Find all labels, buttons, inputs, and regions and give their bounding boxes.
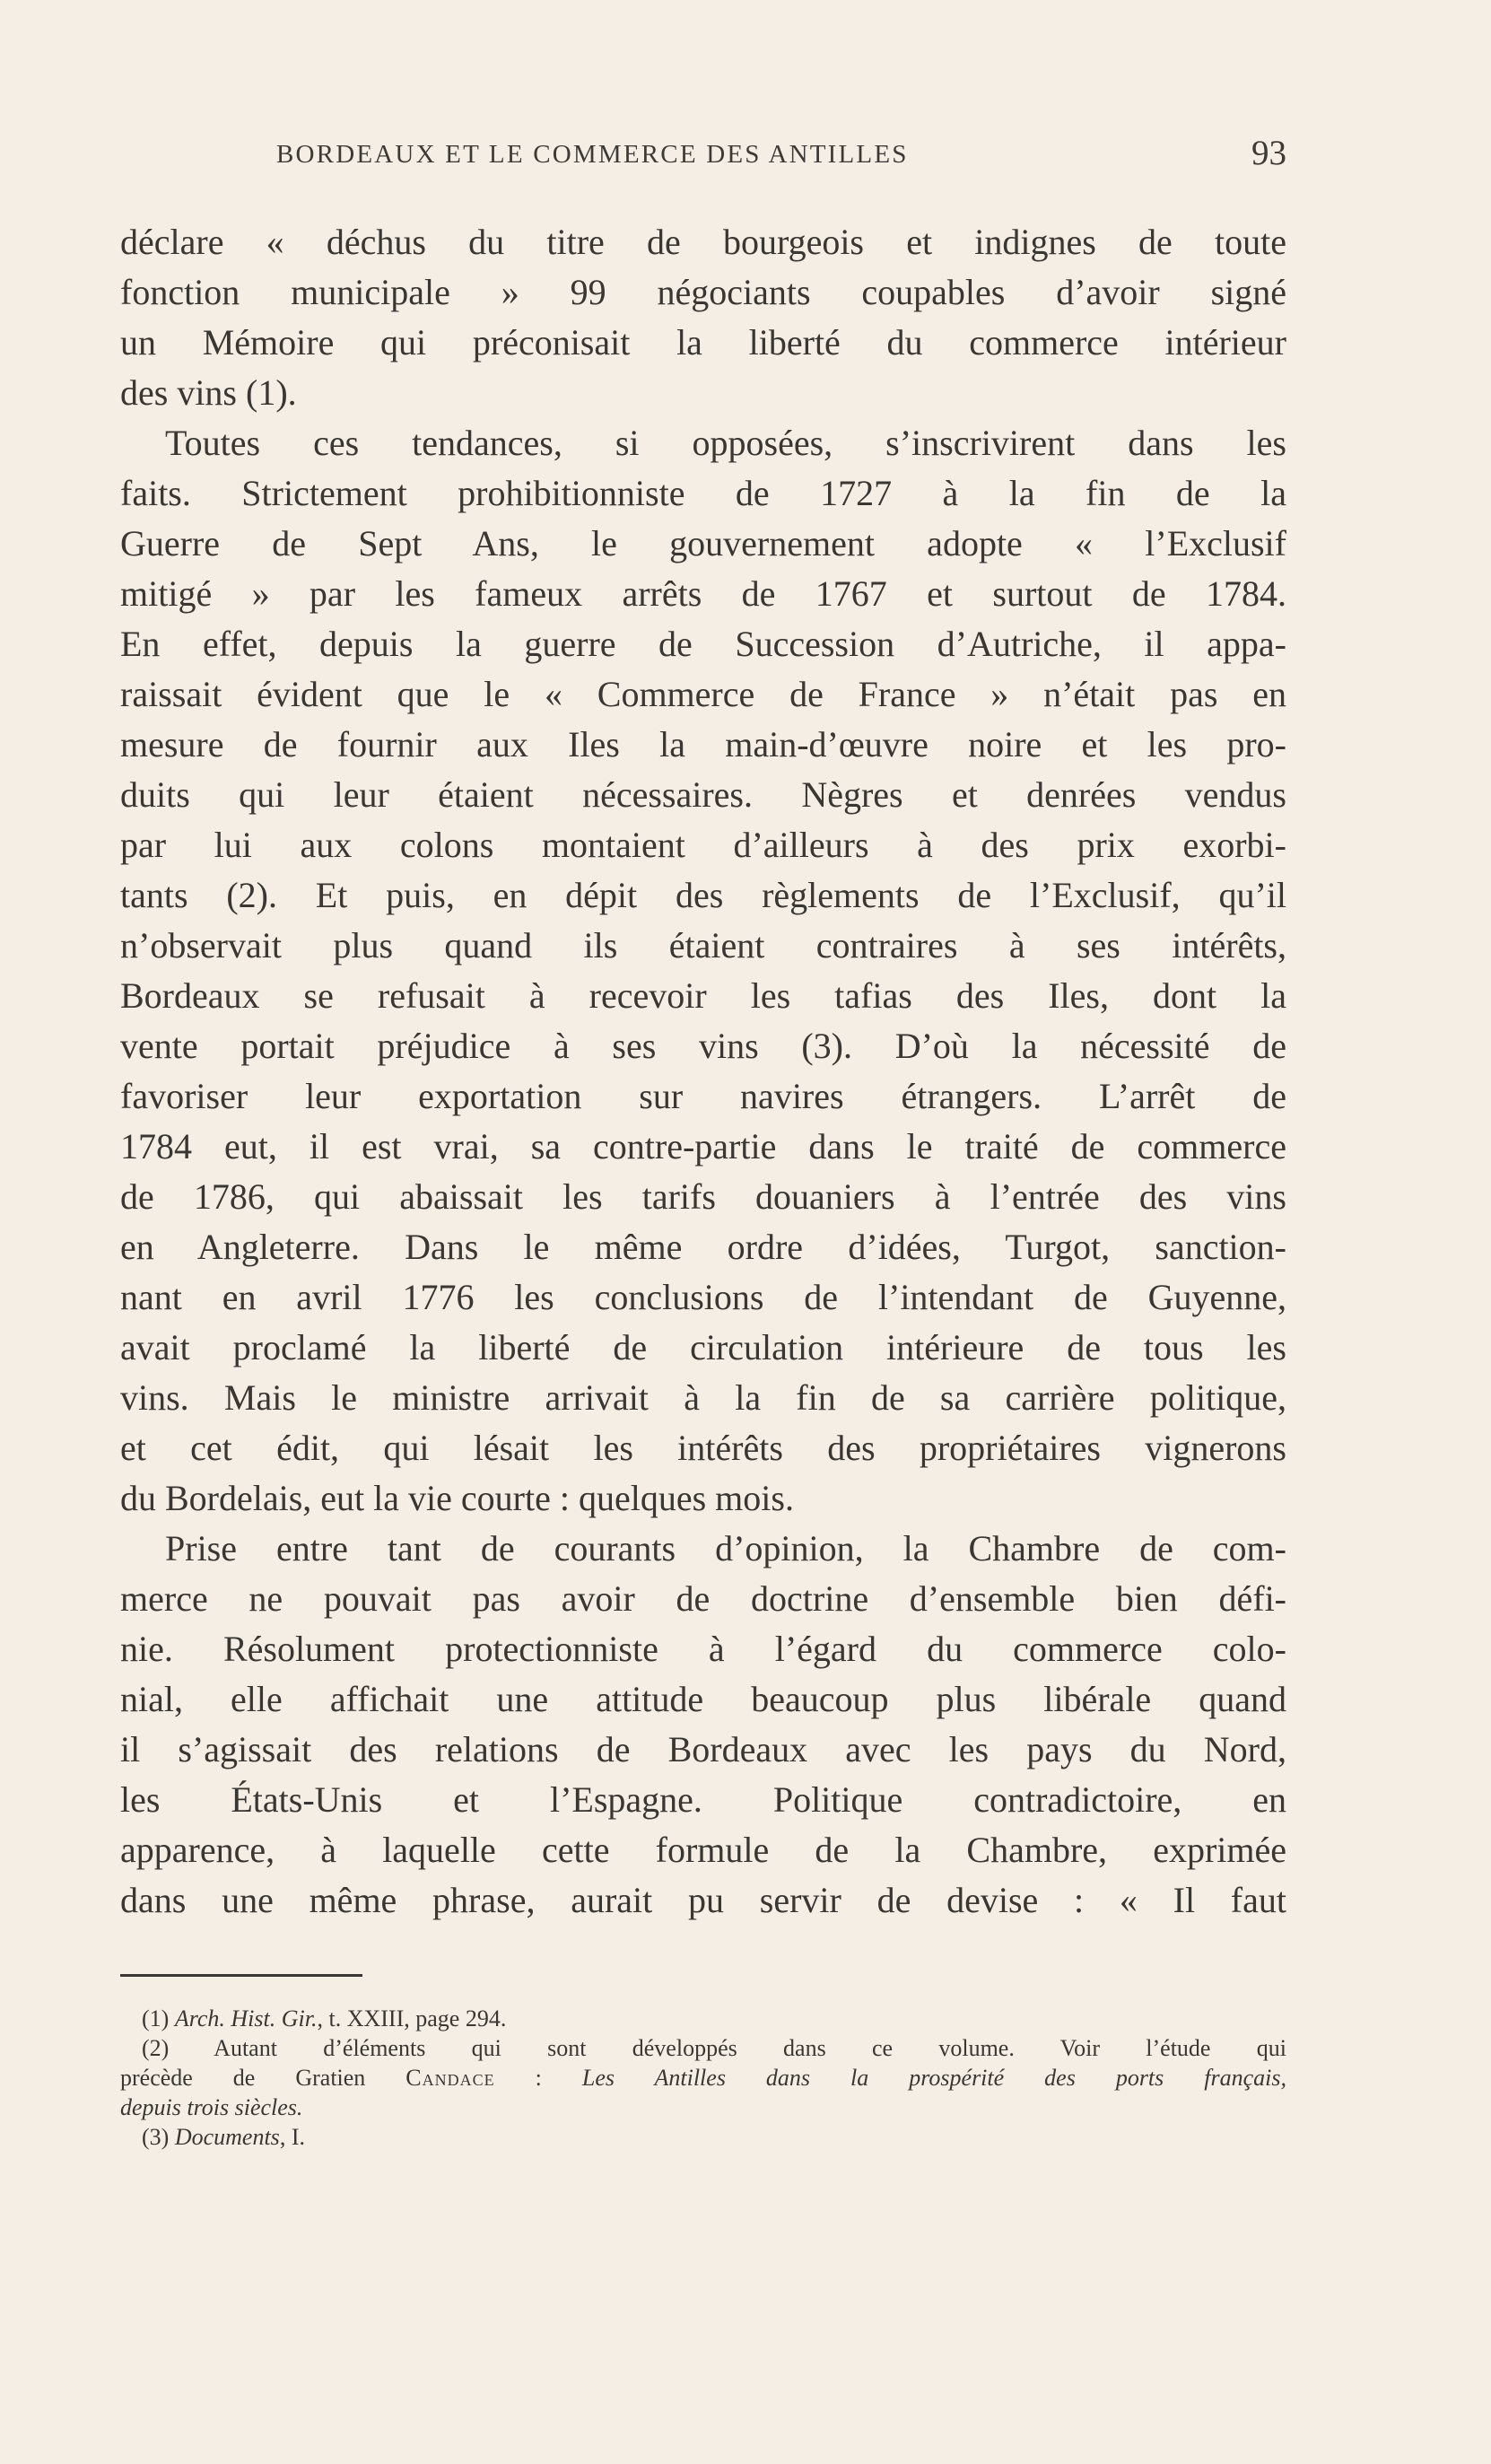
text-line: mesure de fournir aux Iles la main-d’œuvre noire et les pro- — [120, 724, 1286, 765]
text-line: mitigé » par les fameux arrêts de 1767 et surtout de 1784. — [120, 573, 1286, 614]
footnote-2-line: (2) Autant d’éléments qui sont développés dans ce volume. Voir l’étude qui — [142, 2035, 1286, 2061]
footnote-2-line — [120, 2063, 1286, 2093]
footnote-text: , t. XXIII, page 294. — [317, 2005, 507, 2031]
footnote-source: Documents — [174, 2124, 280, 2150]
text-line: dans une même phrase, aurait pu servir de devise : « Il faut — [120, 1880, 1286, 1920]
text-line: des vins (1). — [120, 372, 297, 413]
text-line: vente portait préjudice à ses vins (3). D’où la nécessité de — [120, 1026, 1286, 1066]
footnote-text: précède de Gratien — [120, 2065, 406, 2091]
footnote-rule — [120, 1974, 362, 1977]
footnote-source: Arch. Hist. Gir. — [174, 2005, 318, 2031]
footnote-1 — [120, 2004, 1286, 2033]
text-line: tants (2). Et puis, en dépit des règlements de l’Exclusif, qu’il — [120, 875, 1286, 915]
text-line: fonction municipale » 99 négociants coupables d’avoir signé — [120, 272, 1286, 312]
text-line: faits. Strictement prohibitionniste de 1727 à la fin de la — [120, 473, 1286, 513]
footnote-text: : — [494, 2065, 582, 2091]
running-title: BORDEAUX ET LE COMMERCE DES ANTILLES — [276, 140, 909, 169]
footnote-text: , I. — [279, 2124, 305, 2150]
footnote-number: (1) — [142, 2005, 170, 2031]
text-line: il s’agissait des relations de Bordeaux avec les pays du Nord, — [120, 1729, 1286, 1769]
text-line: du Bordelais, eut la vie courte : quelques mois. — [120, 1478, 794, 1518]
text-line: nie. Résolument protectionniste à l’égard du commerce colo- — [120, 1629, 1286, 1669]
text-line: par lui aux colons montaient d’ailleurs à des prix exorbi- — [120, 825, 1286, 865]
text-line: n’observait plus quand ils étaient contraires à ses intérêts, — [120, 925, 1286, 966]
footnote-number: (3) — [142, 2124, 170, 2150]
page-number: 93 — [1251, 134, 1286, 172]
text-line: raissait évident que le « Commerce de France » n’était pas en — [120, 674, 1286, 714]
text-line: et cet édit, qui lésait les intérêts des propriétaires vignerons — [120, 1428, 1286, 1468]
text-line: Guerre de Sept Ans, le gouvernement adopte « l’Exclusif — [120, 523, 1286, 564]
footnote-3 — [120, 2122, 1286, 2152]
footnote-title: Les Antilles dans la prospérité des ports français, — [581, 2065, 1286, 2091]
footnote-2-line: depuis trois siècles. — [120, 2094, 303, 2120]
text-line: Bordeaux se refusait à recevoir les tafias des Iles, dont la — [120, 975, 1286, 1016]
text-line: nant en avril 1776 les conclusions de l’intendant de Guyenne, — [120, 1277, 1286, 1317]
text-line: les États-Unis et l’Espagne. Politique contradictoire, en — [120, 1779, 1286, 1820]
text-line: Prise entre tant de courants d’opinion, la Chambre de com- — [165, 1528, 1286, 1568]
text-line: apparence, à laquelle cette formule de la Chambre, exprimée — [120, 1830, 1286, 1870]
text-line: nial, elle affichait une attitude beaucoup plus libérale quand — [120, 1679, 1286, 1719]
main-text — [120, 217, 1286, 1926]
text-line: En effet, depuis la guerre de Succession d’Autriche, il appa- — [120, 624, 1286, 664]
text-line: Toutes ces tendances, si opposées, s’inscrivirent dans les — [165, 423, 1286, 463]
footnote-author: Candace — [405, 2065, 495, 2091]
text-line: en Angleterre. Dans le même ordre d’idées, Turgot, sanction- — [120, 1227, 1286, 1267]
text-line: duits qui leur étaient nécessaires. Nègres et denrées vendus — [120, 774, 1286, 815]
text-line: vins. Mais le ministre arrivait à la fin de sa carrière politique, — [120, 1377, 1286, 1418]
text-line: déclare « déchus du titre de bourgeois et indignes de toute — [120, 222, 1286, 262]
text-line: favoriser leur exportation sur navires étrangers. L’arrêt de — [120, 1076, 1286, 1116]
text-line: de 1786, qui abaissait les tarifs douaniers à l’entrée des vins — [120, 1176, 1286, 1217]
text-line: 1784 eut, il est vrai, sa contre-partie dans le traité de commerce — [120, 1126, 1286, 1166]
text-line: merce ne pouvait pas avoir de doctrine d’ensemble bien défi- — [120, 1578, 1286, 1619]
text-line: un Mémoire qui préconisait la liberté du commerce intérieur — [120, 322, 1286, 363]
running-header — [120, 133, 1286, 178]
text-line: avait proclamé la liberté de circulation intérieure de tous les — [120, 1327, 1286, 1367]
footnotes — [120, 2004, 1286, 2152]
